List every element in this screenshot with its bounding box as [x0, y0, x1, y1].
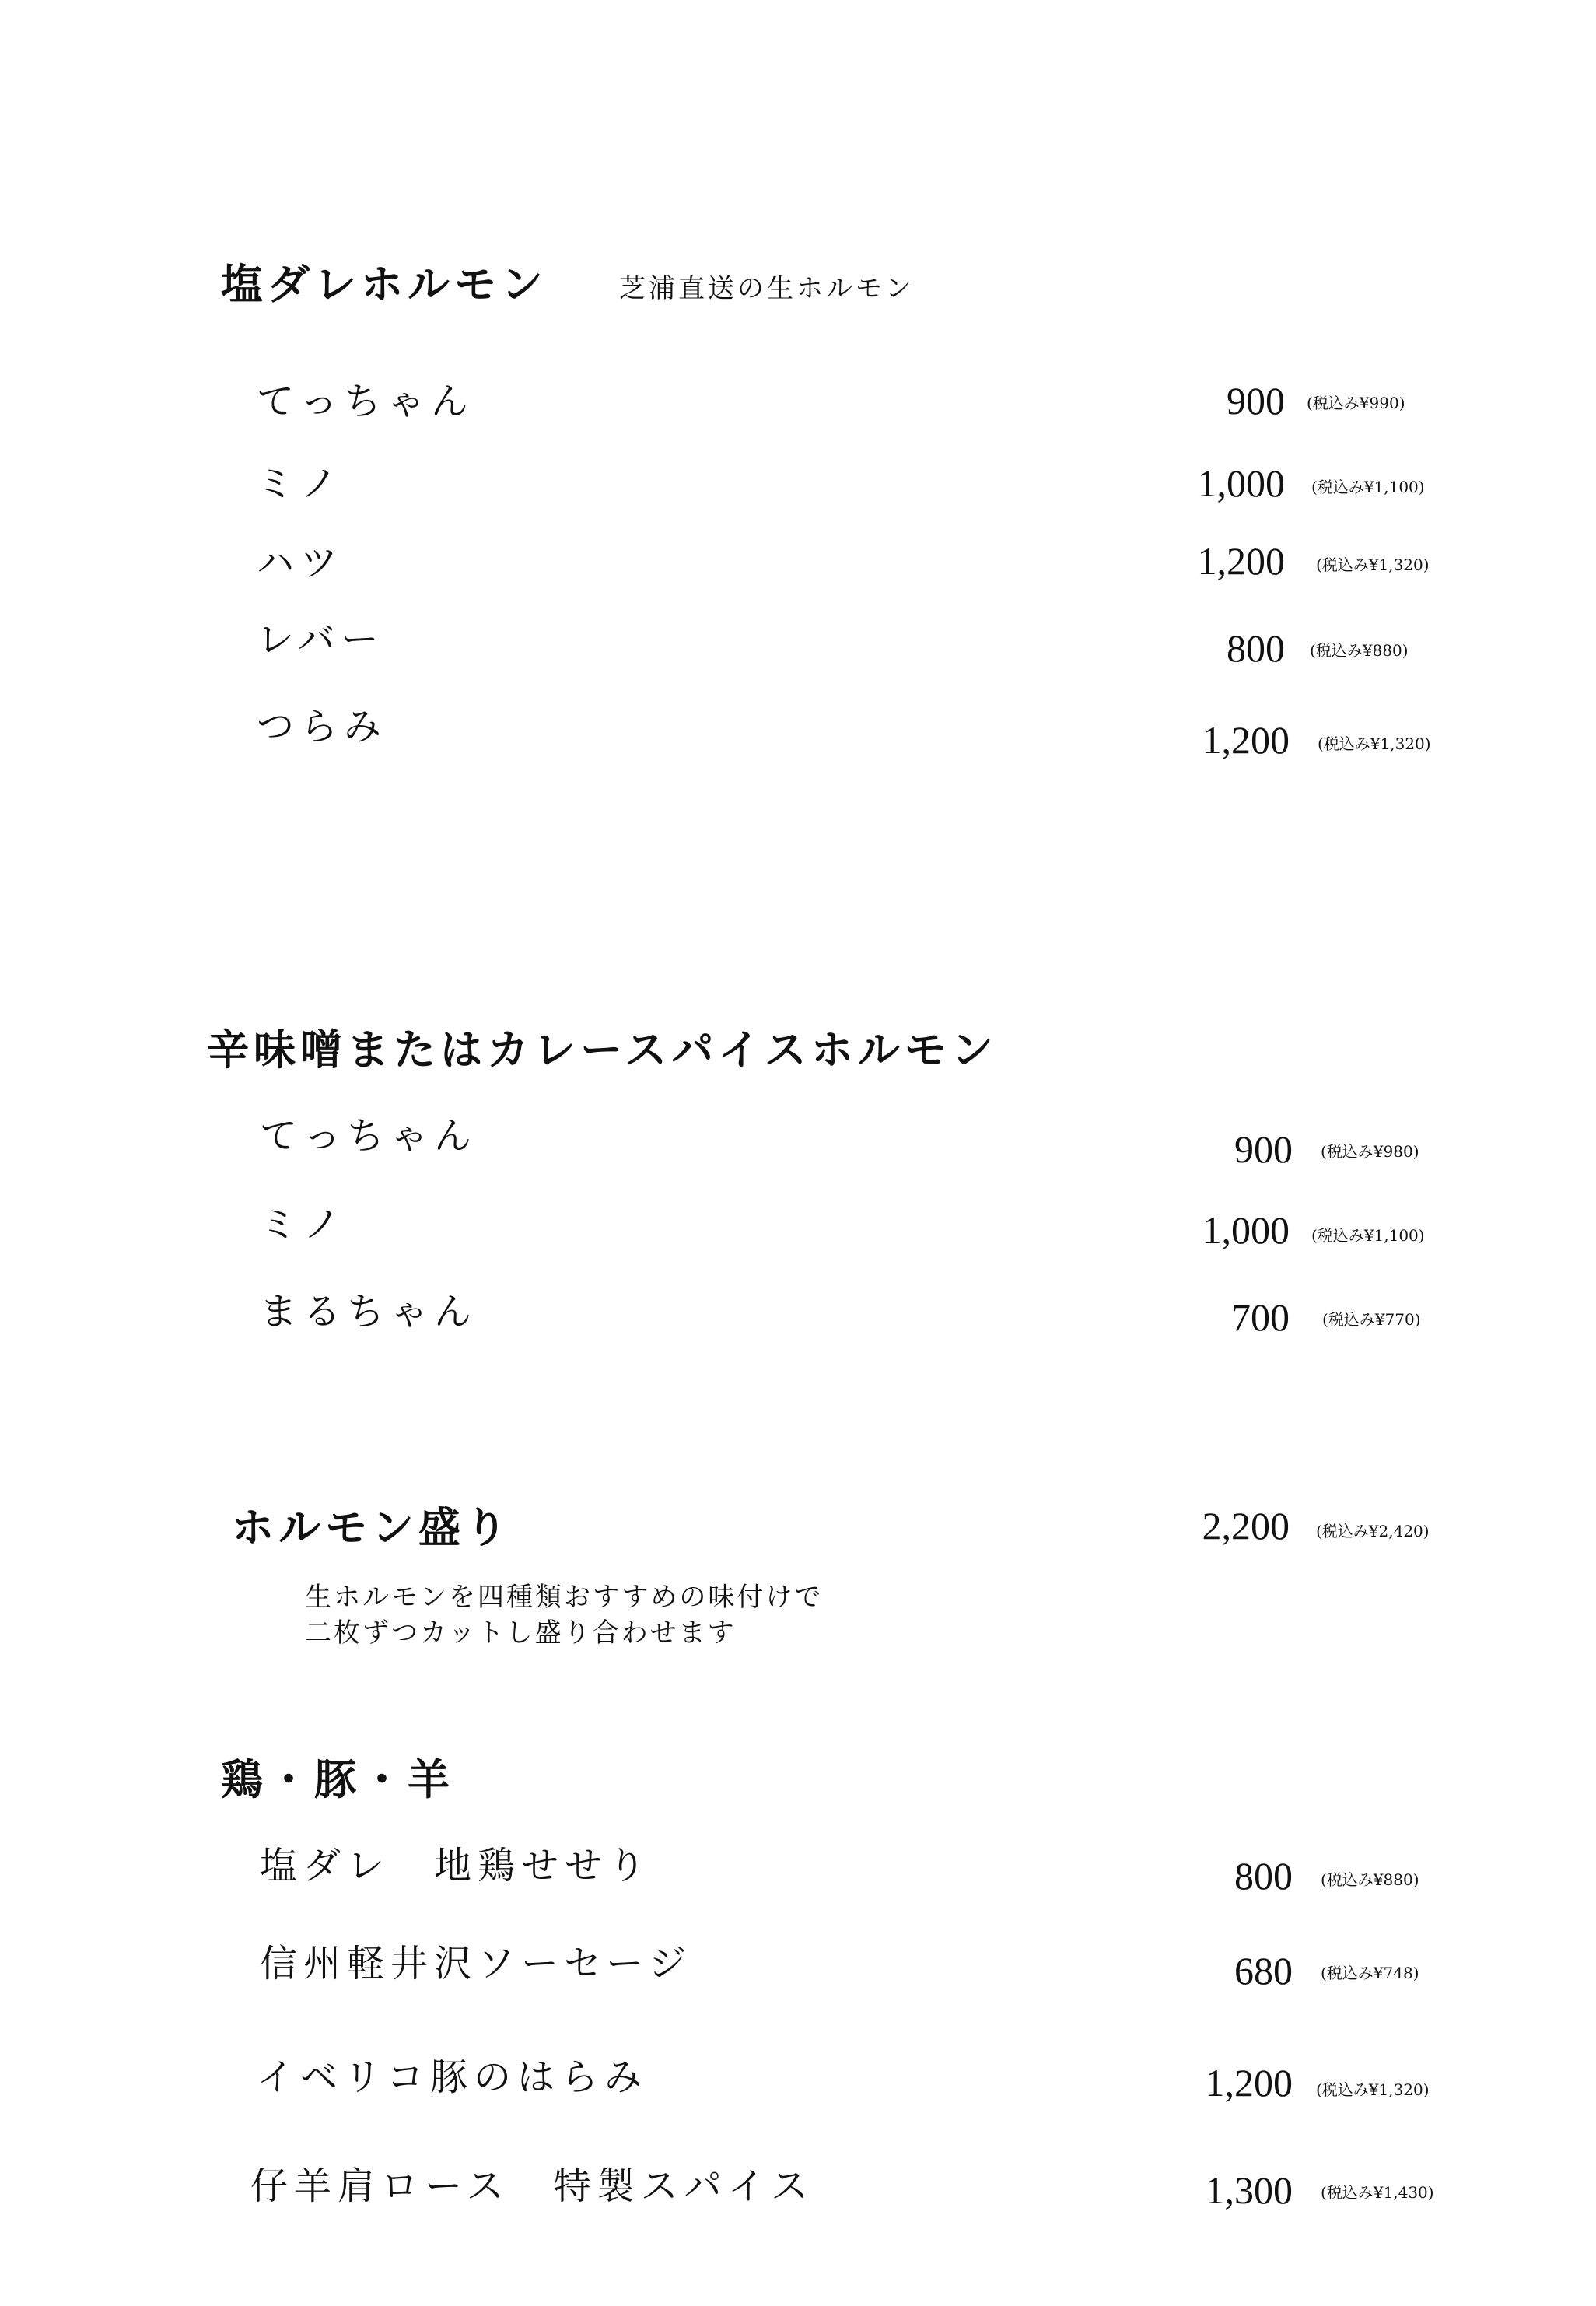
item-tax-price: (税込み¥1,320)	[1316, 2080, 1430, 2099]
item-name: 信州軽井沢ソーセージ	[260, 1942, 693, 1985]
item-price: 1,200	[1205, 2061, 1293, 2104]
item-tax-price: (税込み¥1,320)	[1318, 734, 1431, 753]
item-price: 1,300	[1205, 2168, 1293, 2212]
section-title-karamiso: 辛味噌またはカレースパイスホルモン	[207, 1025, 998, 1074]
item-name: てっちゃん	[260, 1114, 478, 1158]
item-tax-price: (税込み¥980)	[1321, 1142, 1419, 1161]
item-name: つらみ	[257, 705, 388, 748]
description-line: 二枚ずつカットし盛り合わせます	[305, 1617, 737, 1649]
item-name: イベリコ豚のはらみ	[257, 2055, 649, 2099]
item-price: 900	[1227, 379, 1285, 422]
mori-description	[305, 1579, 823, 1651]
item-name: ミノ	[260, 1203, 348, 1246]
item-tax-price: (税込み¥1,430)	[1321, 2183, 1434, 2202]
item-name: てっちゃん	[257, 380, 475, 423]
item-name: ミノ	[257, 462, 345, 506]
item-tax-price: (税込み¥880)	[1321, 1870, 1419, 1889]
item-price: 900	[1234, 1127, 1293, 1171]
section-title-shio: 塩ダレホルモン	[221, 259, 548, 309]
item-price: 1,000	[1197, 461, 1285, 505]
item-name: 塩ダレ 地鶏せせり	[260, 1844, 653, 1887]
item-name: ハツ	[257, 541, 345, 585]
item-price: 2,200	[1202, 1504, 1290, 1547]
item-tax-price: (税込み¥748)	[1321, 1964, 1419, 1982]
item-name: レバー	[257, 618, 385, 661]
item-name: 仔羊肩ロース 特製スパイス	[250, 2164, 815, 2208]
section-title-mori: ホルモン盛り	[232, 1502, 512, 1552]
item-name: まるちゃん	[260, 1290, 478, 1333]
item-tax-price: (税込み¥1,100)	[1311, 1226, 1425, 1245]
item-tax-price: (税込み¥2,420)	[1316, 1522, 1430, 1540]
item-price: 680	[1234, 1949, 1293, 1992]
item-tax-price: (税込み¥880)	[1310, 641, 1409, 660]
item-price: 700	[1231, 1295, 1290, 1339]
description-line: 生ホルモンを四種類おすすめの味付けで	[305, 1582, 824, 1613]
item-price: 800	[1227, 626, 1285, 670]
item-tax-price: (税込み¥770)	[1322, 1310, 1421, 1329]
item-price: 1,200	[1197, 539, 1285, 583]
item-price: 800	[1234, 1854, 1293, 1898]
item-price: 1,000	[1202, 1208, 1290, 1252]
section-subtitle-shio: 芝浦直送の生ホルモン	[619, 273, 915, 304]
section-title-tori: 鶏・豚・羊	[221, 1754, 454, 1804]
item-tax-price: (税込み¥1,320)	[1316, 555, 1430, 574]
item-tax-price: (税込み¥990)	[1307, 394, 1405, 412]
item-price: 1,200	[1202, 718, 1290, 762]
item-tax-price: (税込み¥1,100)	[1311, 478, 1425, 496]
